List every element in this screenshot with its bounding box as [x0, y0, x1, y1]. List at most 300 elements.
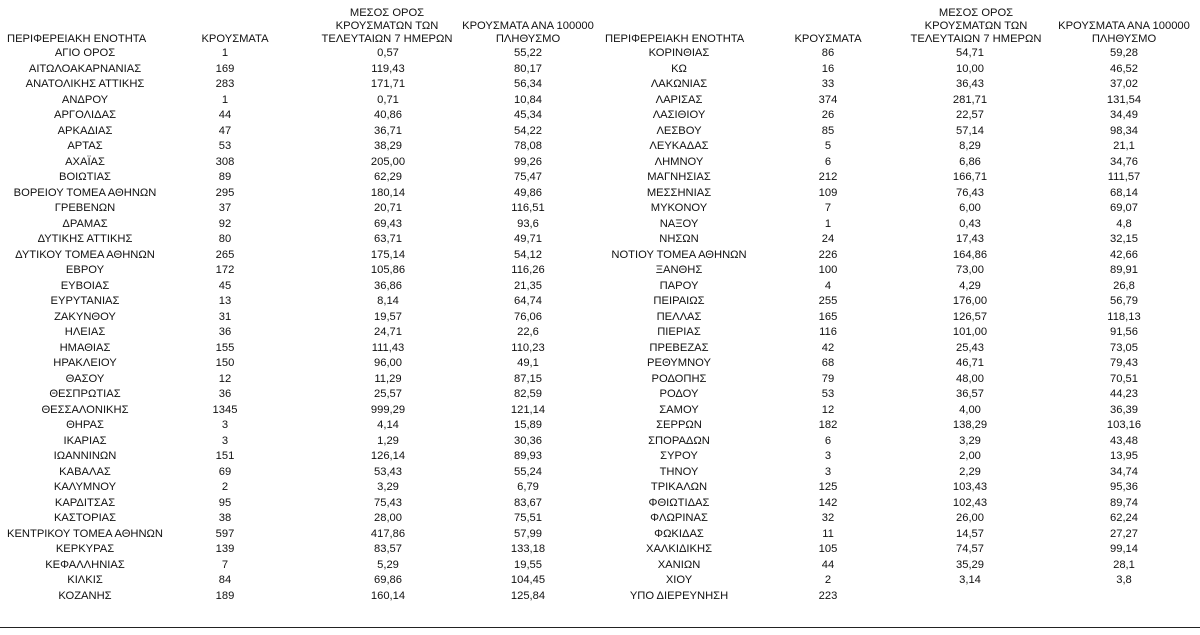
per-100000-cell: 125,84 [510, 589, 546, 602]
per-100000-cell: 49,1 [517, 357, 539, 369]
region-cell: ΛΑΚΩΝΙΑΣ [650, 78, 708, 90]
avg-7-days-cell: 4,00 [959, 403, 981, 416]
cases-cell: 44 [821, 558, 835, 571]
per-100000-cell: 26,8 [1113, 279, 1135, 292]
cases-cell: 1 [221, 93, 229, 106]
region-cell: ΣΕΡΡΩΝ [656, 419, 702, 431]
cases-cell: 53 [218, 140, 232, 152]
per-100000-cell: 28,1 [1113, 558, 1135, 571]
region-cell: ΑΝΔΡΟΥ [61, 93, 109, 106]
region-cell: ΠΙΕΡΙΑΣ [657, 326, 701, 338]
avg-7-days-cell: 17,43 [956, 233, 984, 245]
avg-7-days-cell: 4,14 [377, 419, 399, 431]
per-100000-cell: 89,91 [1110, 264, 1138, 276]
avg-7-days-cell: 205,00 [370, 155, 406, 168]
table-row [601, 108, 1200, 124]
region-cell: ΦΘΙΩΤΙΔΑΣ [648, 496, 710, 509]
per-100000-cell: 6,79 [517, 481, 539, 493]
avg-7-days-cell: 35,29 [956, 558, 984, 571]
region-cell: ΙΚΑΡΙΑΣ [63, 434, 107, 447]
table-row [601, 356, 1200, 372]
cases-cell: 6 [824, 434, 832, 447]
region-cell: ΦΩΚΙΔΑΣ [654, 527, 704, 540]
cases-cell: 7 [824, 202, 832, 214]
per-100000-cell: 27,27 [1110, 527, 1138, 540]
per-100000-cell: 62,24 [1110, 512, 1138, 524]
table-row [601, 434, 1200, 450]
region-cell: ΑΙΤΩΛΟΑΚΑΡΝΑΝΙΑΣ [28, 62, 142, 75]
table-row [601, 294, 1200, 310]
region-cell: ΝΗΣΩΝ [659, 233, 699, 245]
avg-7-days-cell: 102,43 [952, 496, 988, 509]
avg-7-days-cell: 73,00 [956, 264, 984, 276]
table-row [0, 403, 596, 419]
region-cell: ΚΑΒΑΛΑΣ [59, 465, 111, 478]
left-cases-table [0, 0, 596, 604]
table-row [0, 387, 596, 403]
region-cell: ΛΑΡΙΣΑΣ [655, 93, 703, 106]
region-cell: ΛΕΣΒΟΥ [656, 124, 702, 137]
region-cell: ΤΗΝΟΥ [659, 465, 699, 478]
table-row [0, 170, 596, 186]
right-cases-table [601, 0, 1200, 604]
region-cell: ΑΝΑΤΟΛΙΚΗΣ ΑΤΤΙΚΗΣ [25, 78, 145, 90]
table-row [601, 124, 1200, 140]
avg-7-days-cell: 26,00 [956, 512, 984, 524]
per-100000-cell: 68,14 [1110, 186, 1138, 199]
cases-cell: 36 [218, 326, 232, 338]
cases-cell: 255 [818, 295, 838, 307]
table-row [0, 341, 596, 357]
cases-cell: 172 [215, 264, 235, 276]
region-cell: ΚΑΣΤΟΡΙΑΣ [53, 512, 117, 524]
table-row [601, 310, 1200, 326]
cases-cell: 1 [221, 47, 229, 59]
cases-cell: 44 [218, 109, 232, 121]
per-100000-cell: 80,17 [514, 62, 542, 75]
avg-7-days-cell: 6,86 [959, 155, 981, 168]
header-avg-7-days: ΜΕΣΟΣ ΟΡΟΣ ΚΡΟΥΣΜΑΤΩΝ ΤΩΝ ΤΕΛΕΥΤΑΙΩΝ 7 ΗΜΕΡΩΝ [321, 7, 453, 45]
per-100000-cell: 37,02 [1110, 78, 1138, 90]
region-cell: ΓΡΕΒΕΝΩΝ [54, 202, 116, 214]
per-100000-cell: 70,51 [1110, 372, 1138, 385]
cases-cell: 151 [215, 450, 235, 462]
cases-cell: 182 [818, 419, 838, 431]
cases-cell: 86 [821, 47, 835, 59]
table-row [0, 480, 596, 496]
avg-7-days-cell: 8,29 [959, 140, 981, 152]
per-100000-cell: 21,35 [514, 279, 542, 292]
cases-cell: 109 [818, 186, 838, 199]
avg-7-days-cell: 175,14 [370, 248, 406, 261]
cases-cell: 16 [821, 62, 835, 75]
per-100000-cell: 59,28 [1110, 47, 1138, 59]
cases-cell: 2 [824, 574, 832, 586]
cases-cell: 42 [821, 341, 835, 354]
per-100000-cell: 110,23 [511, 341, 545, 354]
avg-7-days-cell: 14,57 [956, 527, 984, 540]
region-cell: ΘΕΣΠΡΩΤΙΑΣ [49, 388, 121, 400]
region-cell: ΦΛΩΡΙΝΑΣ [650, 512, 708, 524]
avg-7-days-cell: 24,71 [374, 326, 402, 338]
region-cell: ΚΙΛΚΙΣ [67, 574, 103, 586]
avg-7-days-cell: 28,00 [374, 512, 402, 524]
per-100000-cell: 116,26 [511, 264, 545, 276]
cases-cell: 92 [218, 217, 232, 230]
header-cases: ΚΡΟΥΣΜΑΤΑ [794, 33, 862, 45]
cases-cell: 24 [821, 233, 835, 245]
table-row [0, 449, 596, 465]
cases-cell: 89 [218, 171, 232, 183]
cases-cell: 4 [824, 279, 832, 292]
cases-cell: 84 [218, 574, 232, 586]
header-cases-per-100000: ΚΡΟΥΣΜΑΤΑ ΑΝΑ 100000 ΠΛΗΘΥΣΜΟ [1058, 20, 1190, 45]
per-100000-cell: 42,66 [1110, 248, 1138, 261]
cases-cell: 80 [218, 233, 232, 245]
region-cell: ΚΟΖΑΝΗΣ [58, 589, 112, 602]
per-100000-cell: 98,34 [1110, 124, 1138, 137]
cases-cell: 155 [215, 341, 235, 354]
table-row [601, 155, 1200, 171]
cases-cell: 95 [218, 496, 232, 509]
table-row [0, 294, 596, 310]
avg-7-days-cell: 53,43 [374, 465, 402, 478]
cases-cell: 125 [818, 481, 838, 493]
table-row [601, 527, 1200, 543]
table-row [0, 511, 596, 527]
table-row [601, 372, 1200, 388]
per-100000-cell: 19,55 [514, 558, 542, 571]
table-row [0, 465, 596, 481]
region-cell: ΤΡΙΚΑΛΩΝ [650, 481, 708, 493]
cases-cell: 32 [821, 512, 835, 524]
table-row [601, 589, 1200, 605]
region-cell: ΑΡΤΑΣ [67, 140, 103, 152]
region-cell: ΕΒΡΟΥ [65, 264, 105, 276]
header-cases: ΚΡΟΥΣΜΑΤΑ [201, 33, 269, 45]
cases-cell: 12 [821, 403, 835, 416]
avg-7-days-cell: 69,43 [374, 217, 402, 230]
per-100000-cell: 57,99 [514, 527, 542, 540]
cases-cell: 3 [824, 450, 832, 462]
region-cell: ΕΥΡΥΤΑΝΙΑΣ [50, 295, 120, 307]
table-row [601, 573, 1200, 589]
region-cell: ΞΑΝΘΗΣ [655, 264, 703, 276]
table-row [601, 201, 1200, 217]
table-row [0, 263, 596, 279]
cases-cell: 165 [818, 310, 838, 323]
table-row [601, 542, 1200, 558]
per-100000-cell: 30,36 [514, 434, 542, 447]
cases-cell: 45 [218, 279, 232, 292]
cases-cell: 142 [818, 496, 838, 509]
per-100000-cell: 55,24 [514, 465, 542, 478]
region-cell: ΚΕΡΚΥΡΑΣ [55, 543, 115, 555]
per-100000-cell: 116,51 [511, 202, 545, 214]
header-region: ΠΕΡΙΦΕΡΕΙΑΚΗ ΕΝΟΤΗΤΑ [7, 33, 147, 45]
cases-cell: 2 [221, 481, 229, 493]
avg-7-days-cell: 40,86 [374, 109, 402, 121]
avg-7-days-cell: 25,57 [374, 388, 402, 400]
cases-cell: 308 [215, 155, 235, 168]
cases-cell: 3 [824, 465, 832, 478]
region-cell: ΒΟΙΩΤΙΑΣ [59, 171, 111, 183]
table-row [601, 403, 1200, 419]
cases-cell: 1 [824, 217, 832, 230]
avg-7-days-cell: 164,86 [952, 248, 988, 261]
header-region: ΠΕΡΙΦΕΡΕΙΑΚΗ ΕΝΟΤΗΤΑ [605, 33, 745, 45]
region-cell: ΗΡΑΚΛΕΙΟΥ [53, 357, 117, 369]
per-100000-cell: 87,15 [514, 372, 542, 385]
avg-7-days-cell: 54,71 [956, 47, 984, 59]
per-100000-cell: 45,34 [514, 109, 542, 121]
table-row [0, 139, 596, 155]
table-row [0, 155, 596, 171]
per-100000-cell: 75,47 [514, 171, 542, 183]
avg-7-days-cell: 176,00 [952, 295, 988, 307]
cases-cell: 6 [824, 155, 832, 168]
header-avg-7-days: ΜΕΣΟΣ ΟΡΟΣ ΚΡΟΥΣΜΑΤΩΝ ΤΩΝ ΤΕΛΕΥΤΑΙΩΝ 7 ΗΜΕΡΩΝ [910, 7, 1042, 45]
table-row [0, 93, 596, 109]
avg-7-days-cell: 36,43 [956, 78, 984, 90]
per-100000-cell: 89,93 [514, 450, 542, 462]
region-cell: ΜΥΚΟΝΟΥ [650, 202, 708, 214]
table-row [0, 232, 596, 248]
table-row [601, 387, 1200, 403]
region-cell: ΧΙΟΥ [665, 574, 693, 586]
region-cell: ΙΩΑΝΝΙΝΩΝ [53, 450, 117, 462]
cases-cell: 116 [819, 326, 837, 338]
region-cell: ΠΡΕΒΕΖΑΣ [649, 341, 709, 354]
cases-cell: 295 [215, 186, 235, 199]
region-cell: ΣΑΜΟΥ [659, 403, 699, 416]
table-row [601, 248, 1200, 264]
per-100000-cell: 133,18 [510, 543, 546, 555]
region-cell: ΛΗΜΝΟΥ [654, 155, 704, 168]
avg-7-days-cell: 111,43 [371, 341, 405, 354]
table-row [0, 496, 596, 512]
region-cell: ΥΠΟ ΔΙΕΡΕΥΝΗΣΗ [629, 589, 729, 602]
table-row [0, 248, 596, 264]
avg-7-days-cell: 3,29 [377, 481, 399, 493]
per-100000-cell: 76,06 [514, 310, 542, 323]
avg-7-days-cell: 38,29 [374, 140, 402, 152]
avg-7-days-cell: 101,00 [952, 326, 988, 338]
table-row [0, 418, 596, 434]
per-100000-cell: 118,13 [1107, 310, 1141, 323]
region-cell: ΠΕΙΡΑΙΩΣ [653, 295, 705, 307]
cases-cell: 597 [215, 527, 235, 540]
region-cell: ΧΑΛΚΙΔΙΚΗΣ [645, 543, 712, 555]
per-100000-cell: 44,23 [1110, 388, 1138, 400]
region-cell: ΔΡΑΜΑΣ [62, 217, 108, 230]
region-cell: ΕΥΒΟΙΑΣ [60, 279, 110, 292]
per-100000-cell: 13,95 [1110, 450, 1138, 462]
table-row [601, 480, 1200, 496]
table-row [0, 372, 596, 388]
avg-7-days-cell: 75,43 [374, 496, 402, 509]
cases-cell: 374 [818, 93, 838, 106]
table-row [0, 542, 596, 558]
region-cell: ΑΡΓΟΛΙΔΑΣ [53, 109, 117, 121]
region-cell: ΡΟΔΟΠΗΣ [651, 372, 707, 385]
cases-cell: 3 [221, 434, 229, 447]
avg-7-days-cell: 281,71 [952, 93, 988, 106]
per-100000-cell: 121,14 [510, 403, 546, 416]
avg-7-days-cell: 4,29 [959, 279, 981, 292]
per-100000-cell: 99,26 [514, 155, 542, 168]
cases-cell: 3 [221, 419, 229, 431]
cases-cell: 223 [818, 589, 838, 602]
avg-7-days-cell: 138,29 [952, 419, 988, 431]
per-100000-cell: 34,76 [1110, 155, 1138, 168]
cases-cell: 105 [818, 543, 838, 555]
avg-7-days-cell: 76,43 [956, 186, 984, 199]
region-cell: ΗΜΑΘΙΑΣ [59, 341, 111, 354]
avg-7-days-cell: 3,29 [959, 434, 981, 447]
per-100000-cell: 95,36 [1110, 481, 1138, 493]
per-100000-cell: 34,49 [1110, 109, 1138, 121]
avg-7-days-cell: 103,43 [952, 481, 988, 493]
per-100000-cell: 22,6 [517, 326, 539, 338]
bottom-divider [0, 627, 1200, 628]
avg-7-days-cell: 69,86 [374, 574, 402, 586]
avg-7-days-cell: 171,71 [370, 78, 406, 90]
region-cell: ΚΕΝΤΡΙΚΟΥ ΤΟΜΕΑ ΑΘΗΝΩΝ [6, 527, 163, 540]
table-row [0, 217, 596, 233]
avg-7-days-cell: 3,14 [959, 574, 981, 586]
region-cell: ΚΕΦΑΛΛΗΝΙΑΣ [45, 558, 125, 571]
cases-cell: 53 [821, 388, 835, 400]
table-row [601, 558, 1200, 574]
cases-cell: 265 [215, 248, 235, 261]
per-100000-cell: 89,74 [1110, 496, 1138, 509]
cases-cell: 139 [215, 543, 235, 555]
cases-cell: 36 [218, 388, 232, 400]
cases-cell: 26 [821, 109, 835, 121]
region-cell: ΡΟΔΟΥ [659, 388, 699, 400]
region-cell: ΠΕΛΛΑΣ [656, 310, 702, 323]
table-row [601, 93, 1200, 109]
per-100000-cell: 104,45 [510, 574, 546, 586]
region-cell: ΘΑΣΟΥ [65, 372, 105, 385]
avg-7-days-cell: 166,71 [952, 171, 988, 183]
per-100000-cell: 56,34 [514, 78, 542, 90]
per-100000-cell: 32,15 [1110, 233, 1138, 245]
cases-cell: 12 [218, 372, 232, 385]
table-row [601, 325, 1200, 341]
cases-cell: 68 [821, 357, 835, 369]
region-cell: ΘΕΣΣΑΛΟΝΙΚΗΣ [41, 403, 129, 416]
per-100000-cell: 93,6 [517, 217, 539, 230]
cases-cell: 31 [218, 310, 232, 323]
per-100000-cell: 55,22 [514, 47, 542, 59]
table-row [0, 46, 596, 62]
avg-7-days-cell: 83,57 [374, 543, 402, 555]
region-cell: ΔΥΤΙΚΗΣ ΑΤΤΙΚΗΣ [37, 233, 133, 245]
per-100000-cell: 103,16 [1106, 419, 1142, 431]
table-row [601, 186, 1200, 202]
table-row [0, 325, 596, 341]
cases-cell: 37 [218, 202, 232, 214]
avg-7-days-cell: 6,00 [959, 202, 981, 214]
region-cell: ΚΑΛΥΜΝΟΥ [53, 481, 117, 493]
avg-7-days-cell: 2,29 [959, 465, 981, 478]
per-100000-cell: 43,48 [1110, 434, 1138, 447]
region-cell: ΝΟΤΙΟΥ ΤΟΜΕΑ ΑΘΗΝΩΝ [611, 248, 747, 261]
avg-7-days-cell: 48,00 [956, 372, 984, 385]
avg-7-days-cell: 11,29 [374, 372, 402, 385]
region-cell: ΚΩ [671, 62, 687, 75]
cases-cell: 69 [218, 465, 232, 478]
cases-cell: 7 [221, 558, 229, 571]
table-row [0, 62, 596, 78]
cases-cell: 212 [818, 171, 838, 183]
avg-7-days-cell: 0,57 [377, 47, 399, 59]
table-row [0, 77, 596, 93]
region-cell: ΗΛΕΙΑΣ [64, 326, 106, 338]
table-row [0, 573, 596, 589]
avg-7-days-cell: 74,57 [956, 543, 984, 555]
table-row [601, 511, 1200, 527]
table-row [601, 418, 1200, 434]
avg-7-days-cell: 36,86 [374, 279, 402, 292]
cases-cell: 13 [218, 295, 232, 307]
table-row [601, 341, 1200, 357]
cases-cell: 169 [215, 62, 235, 75]
table-row [0, 527, 596, 543]
table-row [601, 170, 1200, 186]
table-row [601, 139, 1200, 155]
avg-7-days-cell: 20,71 [374, 202, 402, 214]
per-100000-cell: 36,39 [1110, 403, 1138, 416]
table-row [601, 62, 1200, 78]
table-row [601, 496, 1200, 512]
per-100000-cell: 15,89 [514, 419, 542, 431]
avg-7-days-cell: 5,29 [377, 558, 399, 571]
cases-cell: 38 [218, 512, 232, 524]
per-100000-cell: 54,12 [514, 248, 542, 261]
cases-cell: 85 [821, 124, 835, 137]
table-row [601, 263, 1200, 279]
per-100000-cell: 34,74 [1110, 465, 1138, 478]
per-100000-cell: 49,71 [514, 233, 542, 245]
avg-7-days-cell: 46,71 [956, 357, 984, 369]
table-row [0, 589, 596, 605]
per-100000-cell: 69,07 [1110, 202, 1138, 214]
table-row [0, 279, 596, 295]
table-row [0, 558, 596, 574]
region-cell: ΜΕΣΣΗΝΙΑΣ [646, 186, 712, 199]
per-100000-cell: 46,52 [1110, 62, 1138, 75]
cases-cell: 5 [824, 140, 832, 152]
region-cell: ΚΟΡΙΝΘΙΑΣ [648, 47, 710, 59]
per-100000-cell: 21,1 [1113, 140, 1135, 152]
table-row [0, 310, 596, 326]
table-row [0, 356, 596, 372]
cases-cell: 47 [218, 124, 232, 137]
per-100000-cell: 56,79 [1110, 295, 1138, 307]
avg-7-days-cell: 96,00 [374, 357, 402, 369]
per-100000-cell: 91,56 [1110, 326, 1138, 338]
per-100000-cell: 99,14 [1110, 543, 1138, 555]
region-cell: ΡΕΘΥΜΝΟΥ [647, 357, 711, 369]
per-100000-cell: 75,51 [514, 512, 542, 524]
table-header [0, 0, 596, 46]
avg-7-days-cell: 19,57 [374, 310, 402, 323]
per-100000-cell: 64,74 [514, 295, 542, 307]
region-cell: ΒΟΡΕΙΟΥ ΤΟΜΕΑ ΑΘΗΝΩΝ [13, 186, 157, 199]
